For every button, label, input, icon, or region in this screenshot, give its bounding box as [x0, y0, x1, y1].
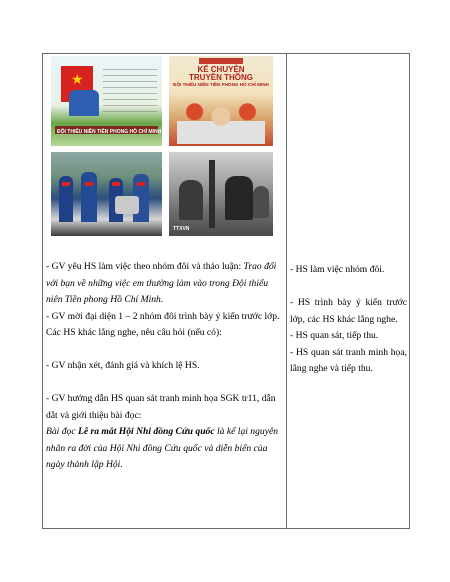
book-title-line2: TRUYỀN THỐNG [189, 73, 253, 82]
tree-planting-photo [169, 152, 273, 236]
red-scarf [112, 182, 120, 186]
book-cover-image [169, 56, 273, 146]
students-photo [51, 152, 162, 236]
book-subtitle: ĐỘI THIẾU NIÊN TIỀN PHONG HỒ CHÍ MINH [173, 82, 269, 87]
poster-caption: ĐỘI THIẾU NIÊN TIỀN PHONG HỒ CHÍ MINH [57, 129, 162, 135]
teacher-step-5: Bài đọc Lễ ra mắt Hội Nhi đồng Cứu quốc là kể lại nguyên nhân ra đời của Hội Nhi đồng Cứu quốc và diễn biến của ngày thành lập Hội. [46, 426, 279, 470]
poem-lines-graphic [103, 64, 157, 112]
book-top-label [199, 58, 243, 64]
student-step-1: - HS làm việc nhóm đôi. [290, 264, 385, 275]
red-scarf [137, 182, 145, 186]
column-divider [286, 54, 287, 528]
tree-graphic [209, 160, 215, 228]
book-title-line1: KỂ CHUYỆN [197, 65, 245, 74]
spacer [46, 342, 283, 359]
person-figure [253, 186, 269, 218]
spacer [290, 279, 407, 296]
person-figure [179, 180, 203, 220]
red-scarf [62, 182, 70, 186]
children-graphic [69, 90, 99, 116]
student-step-2: - HS trình bày ý kiến trước lớp, các HS khác lắng nghe. [290, 297, 407, 325]
student-figure [81, 172, 97, 222]
student-step-3: - HS quan sát, tiếp thu. [290, 330, 379, 341]
lesson-table [42, 53, 410, 529]
student-activities [290, 262, 407, 378]
book-title [169, 66, 273, 82]
teacher-step-4: - GV hướng dẫn HS quan sát tranh minh họa SGK tr11, dẫn dắt và giới thiệu bài đọc: [46, 393, 276, 421]
donation-bag [115, 196, 139, 214]
star-icon: ★ [71, 73, 84, 88]
student-step-4: - HS quan sát tranh minh họa, lắng nghe và tiếp thu. [290, 346, 407, 374]
spacer [46, 375, 283, 392]
teacher-step-3: - GV nhận xét, đánh giá và khích lệ HS. [46, 360, 200, 371]
red-scarf [85, 182, 93, 186]
pioneer-poster-image [51, 56, 162, 146]
teacher-step-1: - GV yêu HS làm việc theo nhóm đôi và thảo luận: Trao đổi với bạn về những việc em thường làm vào trong Đội thiếu niên Tiền phong Hồ Chí Minh. [46, 261, 277, 305]
photo-watermark: TTXVN [173, 226, 190, 232]
book-illustration [177, 98, 265, 144]
teacher-step-2: - GV mời đại diện 1 – 2 nhóm đôi trình bày ý kiến trước lớp. Các HS khác lắng nghe, nêu câu hỏi (nếu có): [46, 310, 280, 338]
teacher-activities [46, 259, 283, 474]
person-figure [225, 176, 253, 220]
